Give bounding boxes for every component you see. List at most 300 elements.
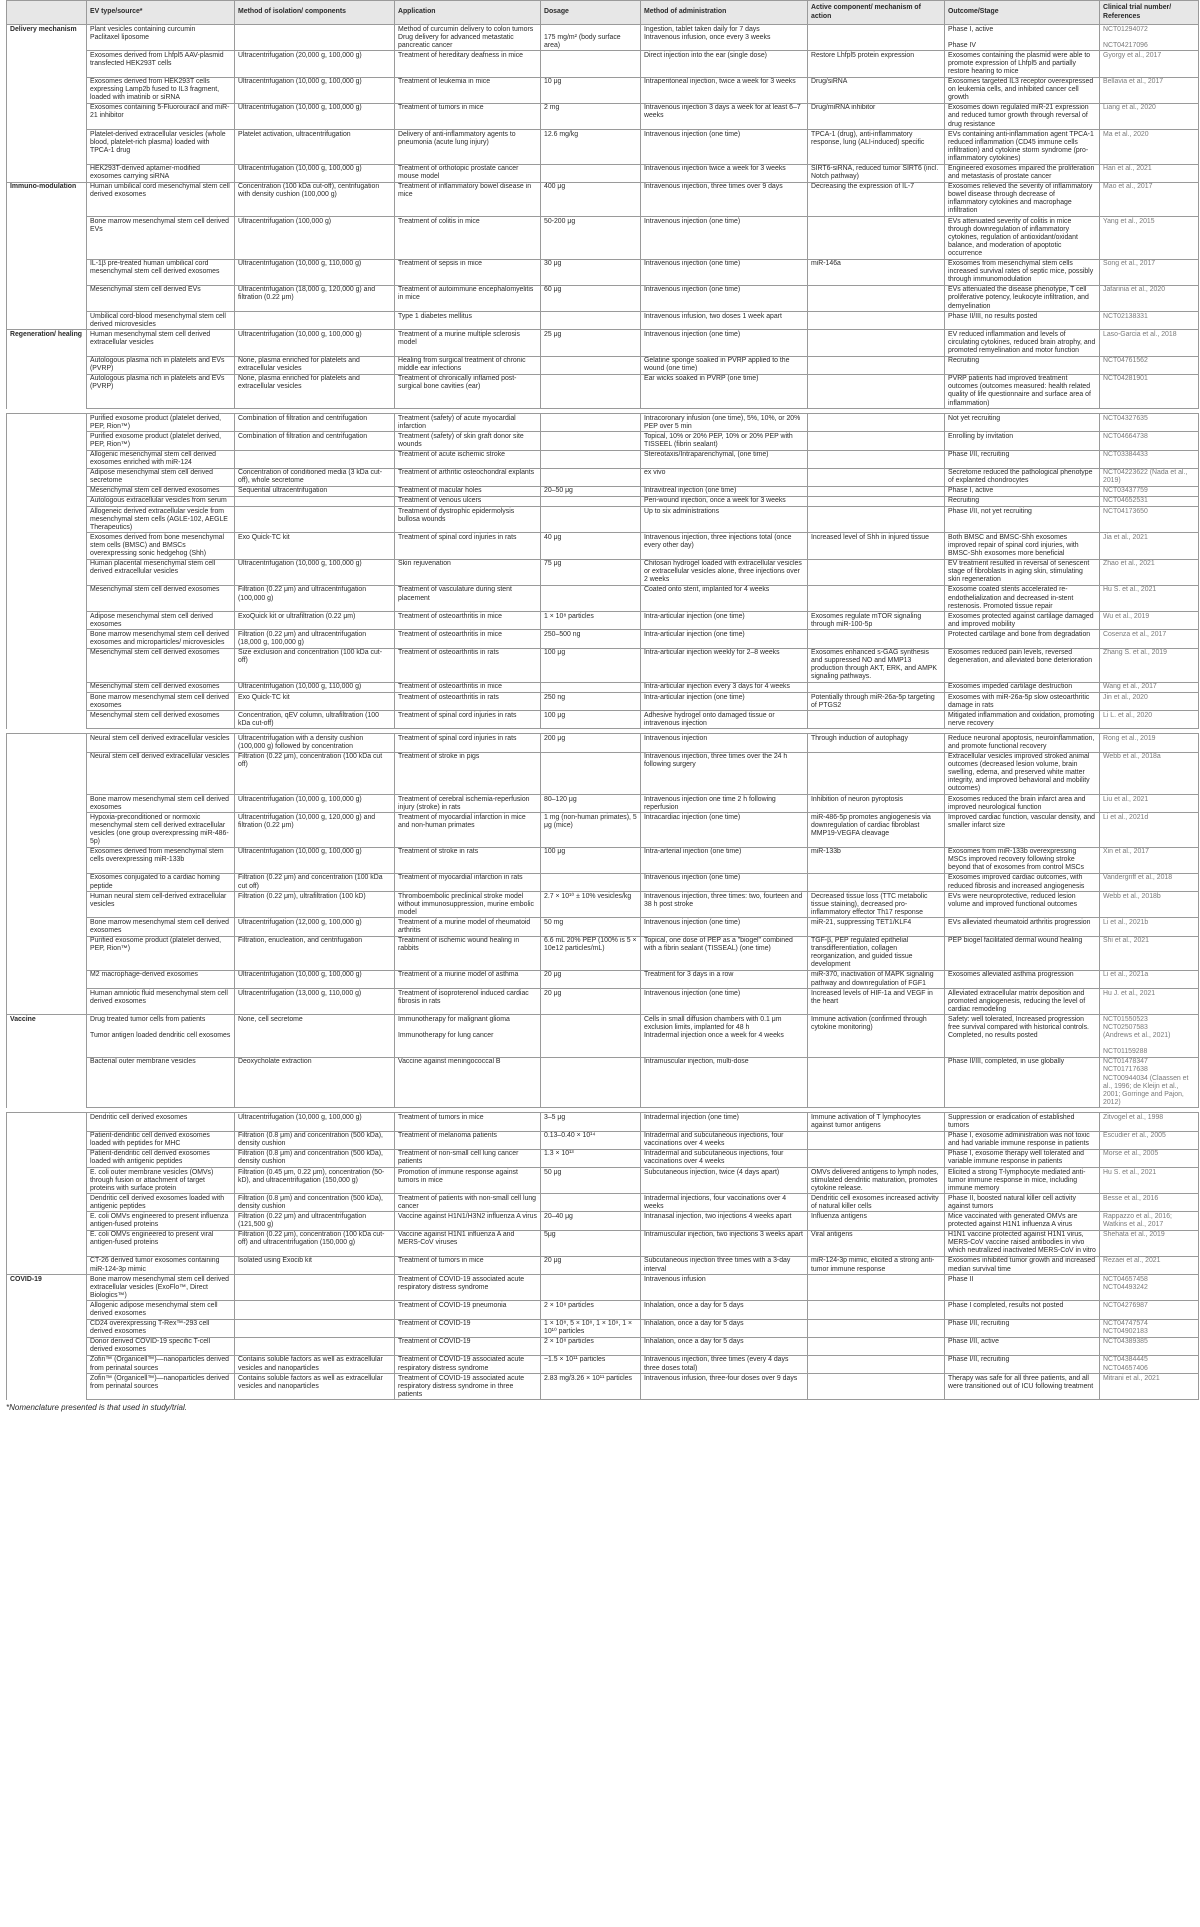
table-row: [7, 77, 1199, 103]
table-row: [7, 1113, 1199, 1131]
mechanism-cell: [808, 432, 945, 450]
dosage-cell: [541, 752, 641, 794]
section-cell: [7, 1212, 87, 1230]
section-cell: [7, 130, 87, 164]
section-cell: [7, 711, 87, 729]
mechanism-cell: TPCA-1 (drug), anti-inflammatory response, lung (ALI-induced) specific: [808, 130, 945, 164]
isolation-cell: [235, 507, 395, 533]
administration-cell: Intravenous injection 3 days a week for at least 6–7 weeks: [641, 103, 808, 129]
application-cell: Treatment of cerebral ischemia-reperfusion injury (stroke) in rats: [395, 795, 541, 813]
outcome-cell: Phase I completed, results not posted: [945, 1301, 1100, 1319]
table-row: [7, 164, 1199, 182]
reference-cell: NCT01550523 NCT02507583 (Andrews et al., 2021) NCT01159288: [1100, 1015, 1199, 1057]
isolation-cell: Filtration (0.45 μm, 0.22 μm), concentration (50-kD), and ultracentrifugation (150,000 g): [235, 1168, 395, 1194]
outcome-cell: Phase I, exosome administration was not toxic and had variable immune response in patients: [945, 1131, 1100, 1149]
application-cell: Treatment of sepsis in mice: [395, 259, 541, 285]
application-cell: Vaccine against H1N1/H3N2 influenza A virus: [395, 1212, 541, 1230]
administration-cell: Intracardiac injection (one time): [641, 813, 808, 847]
dosage-cell: 3–5 μg: [541, 1113, 641, 1131]
dosage-cell: 30 μg: [541, 259, 641, 285]
mechanism-cell: [808, 752, 945, 794]
isolation-cell: Ultracentrifugation (10,000 g, 100,000 g): [235, 847, 395, 873]
ev-type-cell: Purified exosome product (platelet derived, PEP, Rion™): [87, 936, 235, 970]
ev-type-cell: Bone marrow mesenchymal stem cell derived exosomes and microparticles/ microvesicles: [87, 630, 235, 648]
dosage-cell: 2.7 × 10¹⁰ ± 10% vesicles/kg: [541, 892, 641, 918]
dosage-cell: [541, 450, 641, 468]
outcome-cell: Both BMSC and BMSC-Shh exosomes improved repair of spinal cord injuries, with BMSC-Shh exosomes more beneficial: [945, 533, 1100, 559]
outcome-cell: EVs attenuated severity of colitis in mice through downregulation of inflammatory cytokines, regulation of antioxidant/oxidant balance, and moderation of apoptotic occurrence: [945, 217, 1100, 259]
table-row: [7, 970, 1199, 988]
mechanism-cell: miR-133b: [808, 847, 945, 873]
section-cell: Delivery mechanism: [7, 25, 87, 51]
isolation-cell: Ultracentrifugation (10,000 g, 100,000 g): [235, 559, 395, 585]
header-application: Application: [395, 1, 541, 25]
ev-type-cell: Autologous plasma rich in platelets and EVs (PVRP): [87, 374, 235, 408]
reference-cell: Hu S. et al., 2021: [1100, 1168, 1199, 1194]
application-cell: Treatment of a murine model of asthma: [395, 970, 541, 988]
application-cell: Treatment of spinal cord injuries in rats: [395, 533, 541, 559]
dosage-cell: 50-200 μg: [541, 217, 641, 259]
reference-cell: NCT04664738: [1100, 432, 1199, 450]
reference-cell: NCT04761562: [1100, 356, 1199, 374]
ev-type-cell: Bone marrow mesenchymal stem cell derived extracellular vesicles (ExoFlo™, Direct Biologics™): [87, 1275, 235, 1301]
application-cell: Treatment of inflammatory bowel disease in mice: [395, 182, 541, 216]
section-cell: [7, 1149, 87, 1167]
administration-cell: Intracoronary infusion (one time), 5%, 10%, or 20% PEP over 5 min: [641, 414, 808, 432]
reference-cell: Hu S. et al., 2021: [1100, 585, 1199, 611]
outcome-cell: Suppression or eradication of established tumors: [945, 1113, 1100, 1131]
reference-cell: Han et al., 2021: [1100, 164, 1199, 182]
reference-cell: NCT04281901: [1100, 374, 1199, 408]
table-row: [7, 414, 1199, 432]
application-cell: Treatment of venous ulcers: [395, 496, 541, 506]
header-references: Clinical trial number/ References: [1100, 1, 1199, 25]
administration-cell: Intravenous injection (one time): [641, 330, 808, 356]
outcome-cell: Exosomes inhibited tumor growth and increased median survival time: [945, 1256, 1100, 1274]
outcome-cell: Recruiting: [945, 496, 1100, 506]
table-row: [7, 25, 1199, 51]
application-cell: Promotion of immune response against tumors in mice: [395, 1168, 541, 1194]
reference-cell: Li et al., 2021a: [1100, 970, 1199, 988]
ev-type-cell: Mesenchymal stem cell derived exosomes: [87, 648, 235, 682]
dosage-cell: [541, 1015, 641, 1057]
outcome-cell: Not yet recruiting: [945, 414, 1100, 432]
outcome-cell: PEP biogel facilitated dermal wound healing: [945, 936, 1100, 970]
table-row: [7, 1131, 1199, 1149]
outcome-cell: Alleviated extracellular matrix deposition and promoted angiogenesis, reducing the level of cardiac remodeling: [945, 989, 1100, 1015]
isolation-cell: Ultracentrifugation (10,000 g, 110,000 g): [235, 259, 395, 285]
isolation-cell: Ultracentrifugation (13,000 g, 110,000 g): [235, 989, 395, 1015]
mechanism-cell: [808, 285, 945, 311]
section-cell: [7, 1168, 87, 1194]
mechanism-cell: Increased level of Shh in injured tissue: [808, 533, 945, 559]
mechanism-cell: Viral antigens: [808, 1230, 945, 1256]
table-row: [7, 182, 1199, 216]
ev-type-cell: Allogenic adipose mesenchymal stem cell derived exosomes: [87, 1301, 235, 1319]
isolation-cell: Deoxycholate extraction: [235, 1057, 395, 1108]
mechanism-cell: Exosomes enhanced s-GAG synthesis and suppressed NO and MMP13 production through AKT, ERK, and AMPK signaling pathways.: [808, 648, 945, 682]
application-cell: Treatment of leukemia in mice: [395, 77, 541, 103]
dosage-cell: 0.13–0.40 × 10¹⁴: [541, 1131, 641, 1149]
administration-cell: Intra-articular injection every 3 days for 4 weeks: [641, 682, 808, 692]
administration-cell: Subcutaneous injection three times with a 3-day interval: [641, 1256, 808, 1274]
mechanism-cell: [808, 630, 945, 648]
section-cell: [7, 1301, 87, 1319]
administration-cell: Topical, one dose of PEP as a "biogel" combined with a fibrin sealant (TISSEAL) (one time): [641, 936, 808, 970]
outcome-cell: Improved cardiac function, vascular density, and smaller infarct size: [945, 813, 1100, 847]
table-row: [7, 486, 1199, 496]
isolation-cell: [235, 450, 395, 468]
dosage-cell: [541, 432, 641, 450]
table-row: [7, 259, 1199, 285]
outcome-cell: EVs containing anti-inflammation agent TPCA-1 reduced inflammation (CD45 immune cells infiltration) and cytokine storm syndrome (pro-inflammatory cytokines): [945, 130, 1100, 164]
section-cell: [7, 1337, 87, 1355]
outcome-cell: Exosomes containing the plasmid were able to promote expression of Lhfpl5 and partially restore hearing to mice: [945, 51, 1100, 77]
application-cell: Delivery of anti-inflammatory agents to pneumonia (acute lung injury): [395, 130, 541, 164]
dosage-cell: 100 μg: [541, 711, 641, 729]
dosage-cell: [541, 312, 641, 330]
application-cell: Method of curcumin delivery to colon tumors Drug delivery for advanced metastatic pancreatic cancer: [395, 25, 541, 51]
application-cell: Treatment (safety) of acute myocardial infarction: [395, 414, 541, 432]
section-cell: [7, 873, 87, 891]
application-cell: Treatment of COVID-19 associated acute respiratory distress syndrome: [395, 1275, 541, 1301]
section-cell: [7, 285, 87, 311]
mechanism-cell: miR-486-5p promotes angiogenesis via downregulation of cardiac fibroblast MMP19-VEGFA cleavage: [808, 813, 945, 847]
application-cell: Treatment of ischemic wound healing in rabbits: [395, 936, 541, 970]
section-cell: [7, 1057, 87, 1108]
ev-type-cell: Drug treated tumor cells from patients Tumor antigen loaded dendritic cell exosomes: [87, 1015, 235, 1057]
administration-cell: Chitosan hydrogel loaded with extracellular vesicles or extracellular vesicles alone, three injections over 2 weeks: [641, 559, 808, 585]
isolation-cell: Filtration (0.22 μm), concentration (100 kDa cut off): [235, 752, 395, 794]
outcome-cell: Phase I, exosome therapy well tolerated and variable immune response in patients: [945, 1149, 1100, 1167]
section-cell: [7, 103, 87, 129]
dosage-cell: [541, 164, 641, 182]
outcome-cell: Exosomes from miR-133b overexpressing MSCs improved recovery following stroke beyond that of exosomes from control MSCs: [945, 847, 1100, 873]
isolation-cell: Concentration of conditioned media (3 kDa cut-off), whole secretome: [235, 468, 395, 486]
dosage-cell: [541, 682, 641, 692]
administration-cell: Subcutaneous injection, twice (4 days apart): [641, 1168, 808, 1194]
section-cell: [7, 356, 87, 374]
reference-cell: Li et al., 2021b: [1100, 918, 1199, 936]
dosage-cell: 20 μg: [541, 970, 641, 988]
ev-type-cell: Dendritic cell derived exosomes: [87, 1113, 235, 1131]
isolation-cell: [235, 1337, 395, 1355]
table-row: [7, 374, 1199, 408]
administration-cell: Intra-articular injection (one time): [641, 612, 808, 630]
table-row: [7, 1230, 1199, 1256]
outcome-cell: Mitigated inflammation and oxidation, promoting nerve recovery: [945, 711, 1100, 729]
table-row: [7, 873, 1199, 891]
isolation-cell: [235, 25, 395, 51]
application-cell: Treatment of osteoarthritis in mice: [395, 612, 541, 630]
ev-type-cell: Bone marrow mesenchymal stem cell derived exosomes: [87, 918, 235, 936]
outcome-cell: PVRP patients had improved treatment outcomes (outcomes measured: health related quality of life questionnaire and surface area of inflammation): [945, 374, 1100, 408]
administration-cell: ex vivo: [641, 468, 808, 486]
section-cell: Regeneration/ healing: [7, 330, 87, 356]
isolation-cell: Filtration (0.22 μm) and ultracentrifugation (121,500 g): [235, 1212, 395, 1230]
mechanism-cell: Drug/miRNA inhibitor: [808, 103, 945, 129]
dosage-cell: [541, 374, 641, 408]
administration-cell: Intravenous injection, three times: two, fourteen and 38 h post stroke: [641, 892, 808, 918]
mechanism-cell: [808, 559, 945, 585]
reference-cell: Morse et al., 2005: [1100, 1149, 1199, 1167]
ev-type-cell: Mesenchymal stem cell derived exosomes: [87, 486, 235, 496]
table-footnote: *Nomenclature presented is that used in study/trial.: [6, 1403, 187, 1413]
isolation-cell: Exo Quick-TC kit: [235, 693, 395, 711]
dosage-cell: [541, 356, 641, 374]
mechanism-cell: [808, 1301, 945, 1319]
reference-cell: Yang et al., 2015: [1100, 217, 1199, 259]
ev-type-cell: Dendritic cell derived exosomes loaded with antigenic peptides: [87, 1194, 235, 1212]
ev-type-cell: IL-1β pre-treated human umbilical cord mesenchymal stem cell derived exosomes: [87, 259, 235, 285]
mechanism-cell: [808, 1374, 945, 1400]
dosage-cell: [541, 873, 641, 891]
outcome-cell: Recruiting: [945, 356, 1100, 374]
outcome-cell: EVs attenuated the disease phenotype, T cell proliferative potency, leukocyte infiltration, and demyelination: [945, 285, 1100, 311]
administration-cell: Inhalation, once a day for 5 days: [641, 1319, 808, 1337]
reference-cell: Shi et al., 2021: [1100, 936, 1199, 970]
ev-type-cell: Allogeneic derived extracellular vesicle from mesenchymal stem cells (AGLE-102, AEGLE Therapeutics): [87, 507, 235, 533]
reference-cell: Li L. et al., 2020: [1100, 711, 1199, 729]
outcome-cell: Exosomes reduced pain levels, reversed degeneration, and alleviated bone deterioration: [945, 648, 1100, 682]
table-row: [7, 693, 1199, 711]
ev-type-cell: Purified exosome product (platelet derived, PEP, Rion™): [87, 414, 235, 432]
section-cell: [7, 1256, 87, 1274]
mechanism-cell: Increased levels of HIF-1a and VEGF in the heart: [808, 989, 945, 1015]
ev-type-cell: Mesenchymal stem cell derived exosomes: [87, 682, 235, 692]
application-cell: Skin rejuvenation: [395, 559, 541, 585]
isolation-cell: Ultracentrifugation (10,000 g, 100,000 g): [235, 77, 395, 103]
mechanism-cell: [808, 25, 945, 51]
outcome-cell: Exosomes impeded cartilage destruction: [945, 682, 1100, 692]
administration-cell: Intravenous injection (one time): [641, 989, 808, 1015]
reference-cell: Webb et al., 2018a: [1100, 752, 1199, 794]
application-cell: Treatment of chronically inflamed post-surgical bone cavities (ear): [395, 374, 541, 408]
isolation-cell: Ultracentrifugation (10,000 g, 100,000 g): [235, 1113, 395, 1131]
mechanism-cell: [808, 1149, 945, 1167]
isolation-cell: Exo Quick-TC kit: [235, 533, 395, 559]
application-cell: Treatment of hereditary deafness in mice: [395, 51, 541, 77]
section-cell: Immuno-modulation: [7, 182, 87, 216]
section-cell: [7, 682, 87, 692]
isolation-cell: Filtration (0.8 μm) and concentration (500 kDa), density cushion: [235, 1131, 395, 1149]
ev-type-cell: Bacterial outer membrane vesicles: [87, 1057, 235, 1108]
mechanism-cell: Drug/siRNA: [808, 77, 945, 103]
ev-type-cell: Donor derived COVID-19 specific T-cell derived exosomes: [87, 1337, 235, 1355]
dosage-cell: [541, 1275, 641, 1301]
section-cell: [7, 414, 87, 432]
ev-type-cell: Zofin™ (Organicell™)—nanoparticles derived from perinatal sources: [87, 1355, 235, 1373]
dosage-cell: 40 μg: [541, 533, 641, 559]
ev-type-cell: Human amniotic fluid mesenchymal stem cell derived exosomes: [87, 989, 235, 1015]
administration-cell: Intradermal injection (one time): [641, 1113, 808, 1131]
outcome-cell: Engineered exosomes impaired the proliferation and metastasis of prostate cancer: [945, 164, 1100, 182]
section-cell: [7, 164, 87, 182]
isolation-cell: Filtration (0.8 μm) and concentration (500 kDa), density cushion: [235, 1149, 395, 1167]
table-row: [7, 892, 1199, 918]
outcome-cell: Phase II/III, no results posted: [945, 312, 1100, 330]
header-administration: Method of administration: [641, 1, 808, 25]
ev-type-cell: M2 macrophage-derived exosomes: [87, 970, 235, 988]
application-cell: Treatment of melanoma patients: [395, 1131, 541, 1149]
administration-cell: Cells in small diffusion chambers with 0.1 μm exclusion limits, implanted for 48 h Intradermal injection once a week for 4 weeks: [641, 1015, 808, 1057]
table-row: [7, 612, 1199, 630]
table-row: [7, 1275, 1199, 1301]
application-cell: Treatment of spinal cord injuries in rats: [395, 734, 541, 752]
reference-cell: NCT04276987: [1100, 1301, 1199, 1319]
isolation-cell: Filtration, enucleation, and centrifugation: [235, 936, 395, 970]
isolation-cell: Ultracentrifugation (10,000 g, 100,000 g): [235, 970, 395, 988]
isolation-cell: Isolated using Exocib kit: [235, 1256, 395, 1274]
application-cell: Treatment of acute ischemic stroke: [395, 450, 541, 468]
dosage-cell: 80–120 μg: [541, 795, 641, 813]
ev-type-cell: Exosomes containing 5-Fluorouracil and miR-21 inhibitor: [87, 103, 235, 129]
mechanism-cell: Decreased tissue loss (TTC metabolic tissue staining), decreased pro-inflammatory effector Th17 response: [808, 892, 945, 918]
table-row: [7, 752, 1199, 794]
application-cell: Treatment of a murine model of rheumatoid arthritis: [395, 918, 541, 936]
reference-cell: Gyorgy et al., 2017: [1100, 51, 1199, 77]
ev-type-cell: CD24 overexpressing T-Rex™-293 cell derived exosomes: [87, 1319, 235, 1337]
ev-type-cell: Exosomes conjugated to a cardiac homing peptide: [87, 873, 235, 891]
outcome-cell: Exosomes from mesenchymal stem cells increased survival rates of septic mice, possibly through immunomodulation: [945, 259, 1100, 285]
isolation-cell: [235, 1301, 395, 1319]
mechanism-cell: [808, 468, 945, 486]
mechanism-cell: miR-124-3p mimic, elicited a strong anti-tumor immune response: [808, 1256, 945, 1274]
application-cell: Treatment of isoproterenol induced cardiac fibrosis in rats: [395, 989, 541, 1015]
isolation-cell: Contains soluble factors as well as extracellular vesicles and nanoparticles: [235, 1355, 395, 1373]
outcome-cell: Exosomes alleviated asthma progression: [945, 970, 1100, 988]
table-row: [7, 312, 1199, 330]
dosage-cell: 1 mg (non-human primates), 5 μg (mice): [541, 813, 641, 847]
isolation-cell: Ultracentrifugation with a density cushion (100,000 g) followed by concentration: [235, 734, 395, 752]
reference-cell: Xin et al., 2017: [1100, 847, 1199, 873]
isolation-cell: Combination of filtration and centrifugation: [235, 414, 395, 432]
application-cell: Treatment of COVID-19 pneumonia: [395, 1301, 541, 1319]
table-row: [7, 533, 1199, 559]
reference-cell: Zitvogel et al., 1998: [1100, 1113, 1199, 1131]
reference-cell: Zhao et al., 2021: [1100, 559, 1199, 585]
ev-type-cell: Adipose mesenchymal stem cell derived exosomes: [87, 612, 235, 630]
administration-cell: Coated onto stent, implanted for 4 weeks: [641, 585, 808, 611]
section-cell: [7, 970, 87, 988]
reference-cell: Liu et al., 2021: [1100, 795, 1199, 813]
section-cell: [7, 450, 87, 468]
ev-type-cell: Adipose mesenchymal stem cell derived secretome: [87, 468, 235, 486]
outcome-cell: Phase I/II, active: [945, 1337, 1100, 1355]
isolation-cell: Sequential ultracentrifugation: [235, 486, 395, 496]
administration-cell: Intravenous infusion, two doses 1 week apart: [641, 312, 808, 330]
section-cell: [7, 507, 87, 533]
mechanism-cell: Exosomes regulate mTOR signaling through miR-100-5p: [808, 612, 945, 630]
application-cell: Thromboembolic preclinical stroke model without immunosuppression, murine embolic model: [395, 892, 541, 918]
table-row: [7, 813, 1199, 847]
mechanism-cell: miR-21, suppressing TET1/KLF4: [808, 918, 945, 936]
ev-type-cell: Hypoxia-preconditioned or normoxic mesenchymal stem cell derived extracellular vesicles (one group overexpressing miR-486-5p): [87, 813, 235, 847]
outcome-cell: Exosomes targeted IL3 receptor overexpressed on leukemia cells, and inhibited cancer cell growth: [945, 77, 1100, 103]
section-cell: COVID-19: [7, 1275, 87, 1301]
mechanism-cell: Inhibition of neuron pyroptosis: [808, 795, 945, 813]
isolation-cell: None, plasma enriched for platelets and extracellular vesicles: [235, 356, 395, 374]
dosage-cell: 2 × 10⁸ particles: [541, 1301, 641, 1319]
reference-cell: Jin et al., 2020: [1100, 693, 1199, 711]
mechanism-cell: [808, 711, 945, 729]
table-row: [7, 1337, 1199, 1355]
reference-cell: Mitrani et al., 2021: [1100, 1374, 1199, 1400]
table-row: [7, 1355, 1199, 1373]
dosage-cell: 50 mg: [541, 918, 641, 936]
application-cell: Treatment of myocardial infarction in mice and non-human primates: [395, 813, 541, 847]
ev-type-cell: Zofin™ (Organicell™)—nanoparticles derived from perinatal sources: [87, 1374, 235, 1400]
reference-cell: Hu J. et al., 2021: [1100, 989, 1199, 1015]
mechanism-cell: [808, 1337, 945, 1355]
reference-cell: Wang et al., 2017: [1100, 682, 1199, 692]
ev-type-cell: Exosomes derived from HEK293T cells expressing Lamp2b fused to IL3 fragment, loaded with imatinib or siRNA: [87, 77, 235, 103]
dosage-cell: 1 × 10⁸ particles: [541, 612, 641, 630]
mechanism-cell: [808, 374, 945, 408]
ev-type-cell: Exosomes derived from bone mesenchymal stem cells (BMSC) and BMSCs overexpressing sonic hedgehog (Shh): [87, 533, 235, 559]
table-row: [7, 711, 1199, 729]
ev-type-cell: Autologous plasma rich in platelets and EVs (PVRP): [87, 356, 235, 374]
outcome-cell: Phase I/II, recruiting: [945, 450, 1100, 468]
reference-cell: Mao et al., 2017: [1100, 182, 1199, 216]
table-row: [7, 936, 1199, 970]
application-cell: Treatment of COVID-19: [395, 1319, 541, 1337]
dosage-cell: 20 μg: [541, 1256, 641, 1274]
isolation-cell: Contains soluble factors as well as extracellular vesicles and nanoparticles: [235, 1374, 395, 1400]
section-cell: [7, 918, 87, 936]
mechanism-cell: [808, 1319, 945, 1337]
table-row: [7, 285, 1199, 311]
reference-cell: Zhang S. et al., 2019: [1100, 648, 1199, 682]
isolation-cell: Filtration (0.22 μm), concentration (100 kDa cut-off) and ultracentrifugation (150,000 g): [235, 1230, 395, 1256]
table-row: [7, 682, 1199, 692]
application-cell: Treatment of tumors in mice: [395, 1113, 541, 1131]
reference-cell: Vandergriff et al., 2018: [1100, 873, 1199, 891]
mechanism-cell: [808, 356, 945, 374]
ev-type-cell: Umbilical cord-blood mesenchymal stem cell derived microvesicles: [87, 312, 235, 330]
dosage-cell: 200 μg: [541, 734, 641, 752]
dosage-cell: 5μg: [541, 1230, 641, 1256]
mechanism-cell: Restore Lhfpl5 protein expression: [808, 51, 945, 77]
administration-cell: Intra-arterial injection (one time): [641, 847, 808, 873]
outcome-cell: Exosome coated stents accelerated re-endothelialization and decreased in-stent restenosis. Promoted tissue repair: [945, 585, 1100, 611]
outcome-cell: Reduce neuronal apoptosis, neuroinflammation, and promote functional recovery: [945, 734, 1100, 752]
table-row: [7, 330, 1199, 356]
section-cell: [7, 847, 87, 873]
isolation-cell: Ultracentrifugation (18,000 g, 120,000 g) and filtration (0.22 μm): [235, 285, 395, 311]
dosage-cell: 250 ng: [541, 693, 641, 711]
isolation-cell: Filtration (0.22 μm) and ultracentrifugation (18,000 g, 100,000 g): [235, 630, 395, 648]
administration-cell: Intramuscular injection, two injections 3 weeks apart: [641, 1230, 808, 1256]
reference-cell: Rong et al., 2019: [1100, 734, 1199, 752]
administration-cell: Ingestion, tablet taken daily for 7 days Intravenous infusion, once every 3 weeks: [641, 25, 808, 51]
section-cell: [7, 1194, 87, 1212]
dosage-cell: 10 μg: [541, 77, 641, 103]
dosage-cell: [541, 496, 641, 506]
table-row: [7, 734, 1199, 752]
mechanism-cell: SIRT6-siRNA, reduced tumor SIRT6 (incl. Notch pathway): [808, 164, 945, 182]
section-cell: Vaccine: [7, 1015, 87, 1057]
reference-cell: Escudier et al., 2005: [1100, 1131, 1199, 1149]
ev-type-cell: Human umbilical cord mesenchymal stem cell derived exosomes: [87, 182, 235, 216]
table-row: [7, 1194, 1199, 1212]
header-mechanism: Active component/ mechanism of action: [808, 1, 945, 25]
administration-cell: Topical, 10% or 20% PEP, 10% or 20% PEP with TISSEEL (fibrin sealant): [641, 432, 808, 450]
isolation-cell: [235, 1319, 395, 1337]
header-isolation: Method of isolation/ components: [235, 1, 395, 25]
application-cell: Treatment of arthritic osteochondral explants: [395, 468, 541, 486]
administration-cell: Intravenous injection, three times over the 24 h following surgery: [641, 752, 808, 794]
